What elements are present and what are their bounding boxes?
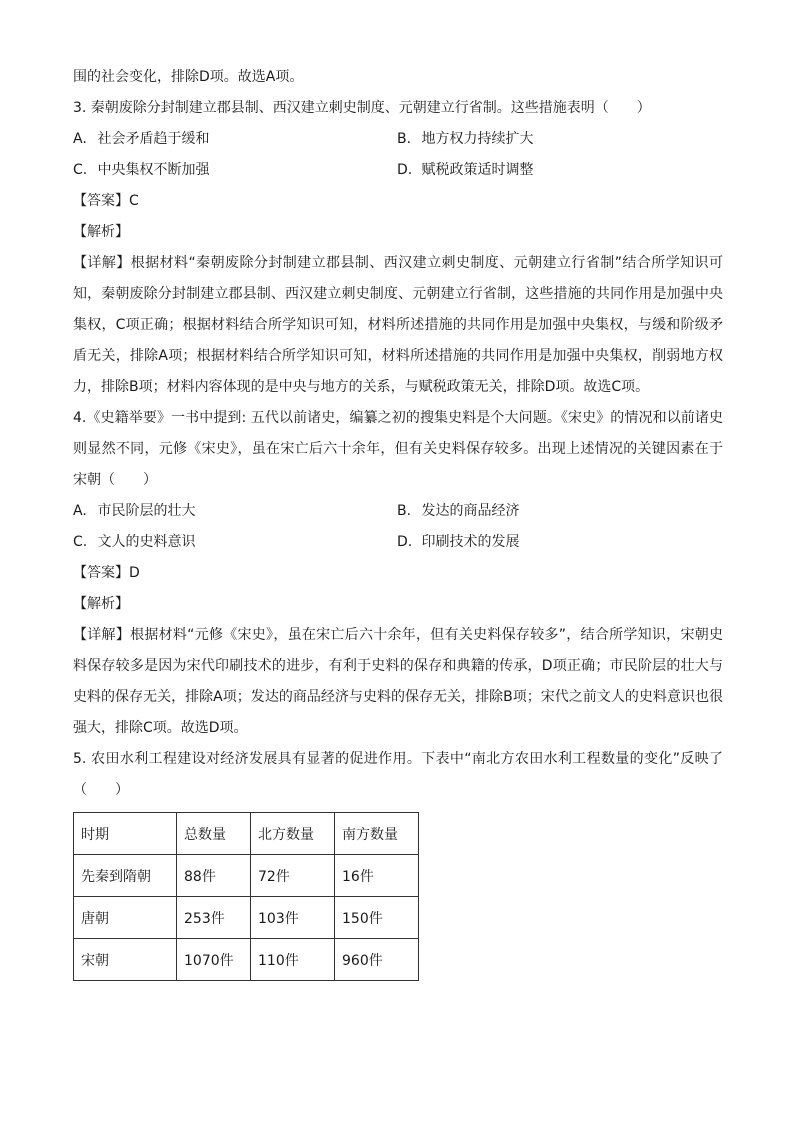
table-cell: 宋朝 bbox=[74, 939, 177, 981]
irrigation-table bbox=[73, 812, 419, 981]
table-header-cell: 总数量 bbox=[177, 813, 251, 855]
q3-analysis-heading: 【解析】 bbox=[73, 224, 129, 240]
q3-detail: 【详解】根据材料“秦朝废除分封制建立郡县制、西汉建立刺史制度、元朝建立行省制”结合所学知识可知，秦朝废除分封制建立郡县制、西汉建立刺史制度、元朝建立行省制，这些措施的共同作用是加强中央集权，C项正确；根据材料结合所学知识可知，材料所述措施的共同作用是加强中央集权，与缓和阶级矛盾无关，排除A项；根据材料结合所学知识可知，材料所述措施的共同作用是加强中央集权，削弱地方权力，排除B项；材料内容体现的是中央与地方的关系，与赋税政策无关，排除D项。故选C项。 bbox=[73, 255, 723, 395]
table-cell: 72件 bbox=[251, 855, 335, 897]
q3-options-row-1 bbox=[73, 124, 723, 155]
table-row bbox=[74, 855, 419, 897]
q4-option-a: A. 市民阶层的壮大 bbox=[73, 503, 196, 519]
table-header-cell: 北方数量 bbox=[251, 813, 335, 855]
q4-options-row-1 bbox=[73, 496, 723, 527]
q4-option-d: D. 印刷技术的发展 bbox=[397, 534, 520, 550]
q4-options-row-2 bbox=[73, 527, 723, 558]
table-header-cell: 南方数量 bbox=[335, 813, 419, 855]
table-header-row bbox=[74, 813, 419, 855]
table-cell: 唐朝 bbox=[74, 897, 177, 939]
q3-option-b: B. 地方权力持续扩大 bbox=[397, 131, 534, 147]
table-cell: 960件 bbox=[335, 939, 419, 981]
q5-stem: 5. 农田水利工程建设对经济发展具有显著的促进作用。下表中“南北方农田水利工程数量的变化”反映了（ ） bbox=[73, 751, 723, 798]
table-cell: 150件 bbox=[335, 897, 419, 939]
q3-stem: 3. 秦朝废除分封制建立郡县制、西汉建立刺史制度、元朝建立行省制。这些措施表明（ ） bbox=[73, 100, 651, 116]
table-header-cell: 时期 bbox=[74, 813, 177, 855]
q3-options-row-2 bbox=[73, 155, 723, 186]
q4-analysis-heading: 【解析】 bbox=[73, 596, 129, 612]
table-cell: 16件 bbox=[335, 855, 419, 897]
table-cell: 103件 bbox=[251, 897, 335, 939]
table-cell: 110件 bbox=[251, 939, 335, 981]
q4-stem: 4.《史籍举要》一书中提到: 五代以前诸史，编纂之初的搜集史料是个大问题。《宋史》的情况和以前诸史则显然不同，元修《宋史》，虽在宋亡后六十余年，但有关史料保存较多。出现上述情况的关键因素在于宋朝（ ） bbox=[73, 410, 723, 488]
continuation-line: 围的社会变化，排除D项。故选A项。 bbox=[73, 69, 304, 85]
table-cell: 先秦到隋朝 bbox=[74, 855, 177, 897]
q4-answer: 【答案】D bbox=[73, 565, 140, 581]
table-cell: 1070件 bbox=[177, 939, 251, 981]
q3-option-a: A. 社会矛盾趋于缓和 bbox=[73, 131, 210, 147]
q3-answer: 【答案】C bbox=[73, 193, 139, 209]
table-row bbox=[74, 897, 419, 939]
q4-detail: 【详解】根据材料“元修《宋史》，虽在宋亡后六十余年，但有关史料保存较多”，结合所学知识，宋朝史料保存较多是因为宋代印刷技术的进步，有利于史料的保存和典籍的传承，D项正确；市民阶层的壮大与史料的保存无关，排除A项；发达的商品经济与史料的保存无关，排除B项；宋代之前文人的史料意识也很强大，排除C项。故选D项。 bbox=[73, 627, 723, 736]
table-cell: 88件 bbox=[177, 855, 251, 897]
q4-option-c: C. 文人的史料意识 bbox=[73, 534, 196, 550]
q3-option-c: C. 中央集权不断加强 bbox=[73, 162, 210, 178]
q3-option-d: D. 赋税政策适时调整 bbox=[397, 162, 534, 178]
table-cell: 253件 bbox=[177, 897, 251, 939]
table-row bbox=[74, 939, 419, 981]
q4-option-b: B. 发达的商品经济 bbox=[397, 503, 520, 519]
document-page bbox=[73, 62, 723, 981]
